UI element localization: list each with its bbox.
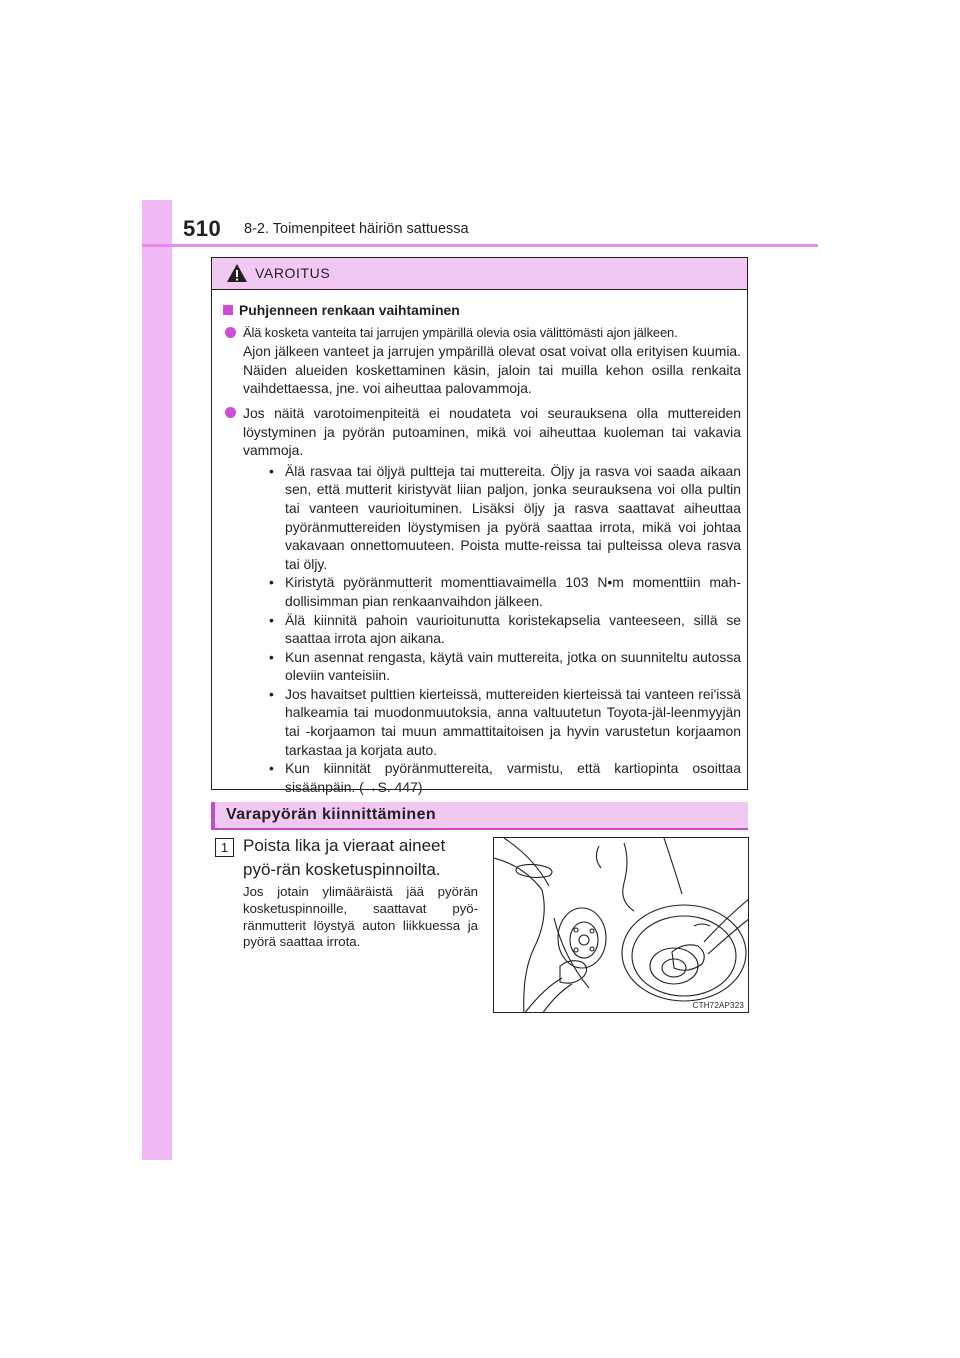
warning-body [223, 301, 741, 802]
list-item: • Älä rasvaa tai öljyä pultteja tai muttereita. Öljy ja rasva voi saada aikaan sen, että mutterit kiristyvät liian paljon, jonka seurauksena voi olla pultin tai vanteen vaurioituminen. Lisäksi öljy ja rasva saattavat aiheuttaa pyöränmuttereiden löystymisen ja pyörä saattaa irrota, mikä voi johtaa vakavaan onnettomuuteen. Poista mutte-reissa tai pulteissa oleva rasva tai öljy. [269, 462, 741, 572]
spare-wheel-illustration [493, 837, 749, 1013]
square-bullet-icon [223, 305, 233, 315]
section-heading: Varapyörän kiinnittäminen [226, 806, 437, 823]
warning-header [212, 258, 747, 290]
warning-sub-list [263, 462, 741, 797]
wheel-cleaning-drawing [494, 838, 749, 1013]
page-number: 510 [183, 216, 222, 241]
list-item: • Kiristytä pyöränmutterit momenttiavaimella 103 N•m momenttiin mah-dollisimman pian renkaanvaihdon jälkeen. [269, 574, 741, 609]
warning-point-text: Ajon jälkeen vanteet ja jarrujen ympärillä olevat osat voivat olla erityisen kuumia. Näiden alueiden koskettaminen käsin, jaloin tai muilla kehon osilla renkaita vaihdettaessa, jne. voi aiheuttaa palovammoja. [243, 343, 741, 397]
section-heading-accent [211, 802, 215, 828]
illustration-code: CTH72AP323 [692, 1001, 744, 1010]
list-item: • Kun asennat rengasta, käytä vain muttereita, jotka on suunniteltu autossa oleviin vanteisiin. [269, 648, 741, 684]
warning-point [223, 404, 741, 796]
warning-label: VAROITUS [255, 265, 331, 281]
arrow-right-icon: → [363, 778, 378, 795]
section-heading-bar [211, 802, 748, 830]
warning-triangle-icon [226, 263, 248, 283]
page-reference: S. 447) [377, 778, 423, 795]
warning-heading [223, 301, 741, 320]
step-description: Jos jotain ylimääräistä jää pyörän kosketuspinnoille, saattavat pyö-ränmutterit löystyä auton liikkuessa ja pyörä saattaa irrota. [243, 884, 478, 950]
round-bullet-icon [225, 327, 236, 338]
running-header: 8-2. Toimenpiteet häiriön sattuessa [244, 221, 469, 237]
step-title: Poista lika ja vieraat aineet pyö-rän kosketuspinnoilta. [243, 836, 446, 879]
step-number-badge: 1 [215, 838, 234, 857]
warning-box [211, 257, 748, 795]
warning-point [223, 324, 741, 398]
list-item: • Jos havaitset pulttien kierteissä, muttereiden kierteissä tai vanteen rei'issä halkeamia tai muodonmuutoksia, anna valtuutetun Toyota-jäl-leenmyyjän tai -korjaamon tai muun ammattitaitoisen ja hyvin varustetun korjaamon tarkastaa ja korjata auto. [269, 685, 741, 758]
chapter-side-strip [142, 200, 172, 1160]
warning-point-text: Jos näitä varotoimenpiteitä ei noudateta voi seurauksena olla muttereiden löystyminen ja pyörän putoaminen, mikä voi aiheuttaa kuoleman tai vakavia vammoja. [243, 404, 741, 459]
list-item: • Kun kiinnität pyöränmuttereita, varmistu, että kartiopinta osoittaa sisäänpäin. (→S. 447) [269, 760, 741, 795]
warning-heading-text: Puhjenneen renkaan vaihtaminen [239, 302, 460, 318]
warning-point-lead: Älä kosketa vanteita tai jarrujen ympärillä olevia osia välittömästi ajon jälkeen. [243, 324, 678, 340]
list-item: • Älä kiinnitä pahoin vaurioitunutta koristekapselia vanteeseen, sillä se saattaa irrota ajon aikana. [269, 611, 741, 647]
header-rule [142, 244, 818, 247]
round-bullet-icon [225, 407, 236, 418]
